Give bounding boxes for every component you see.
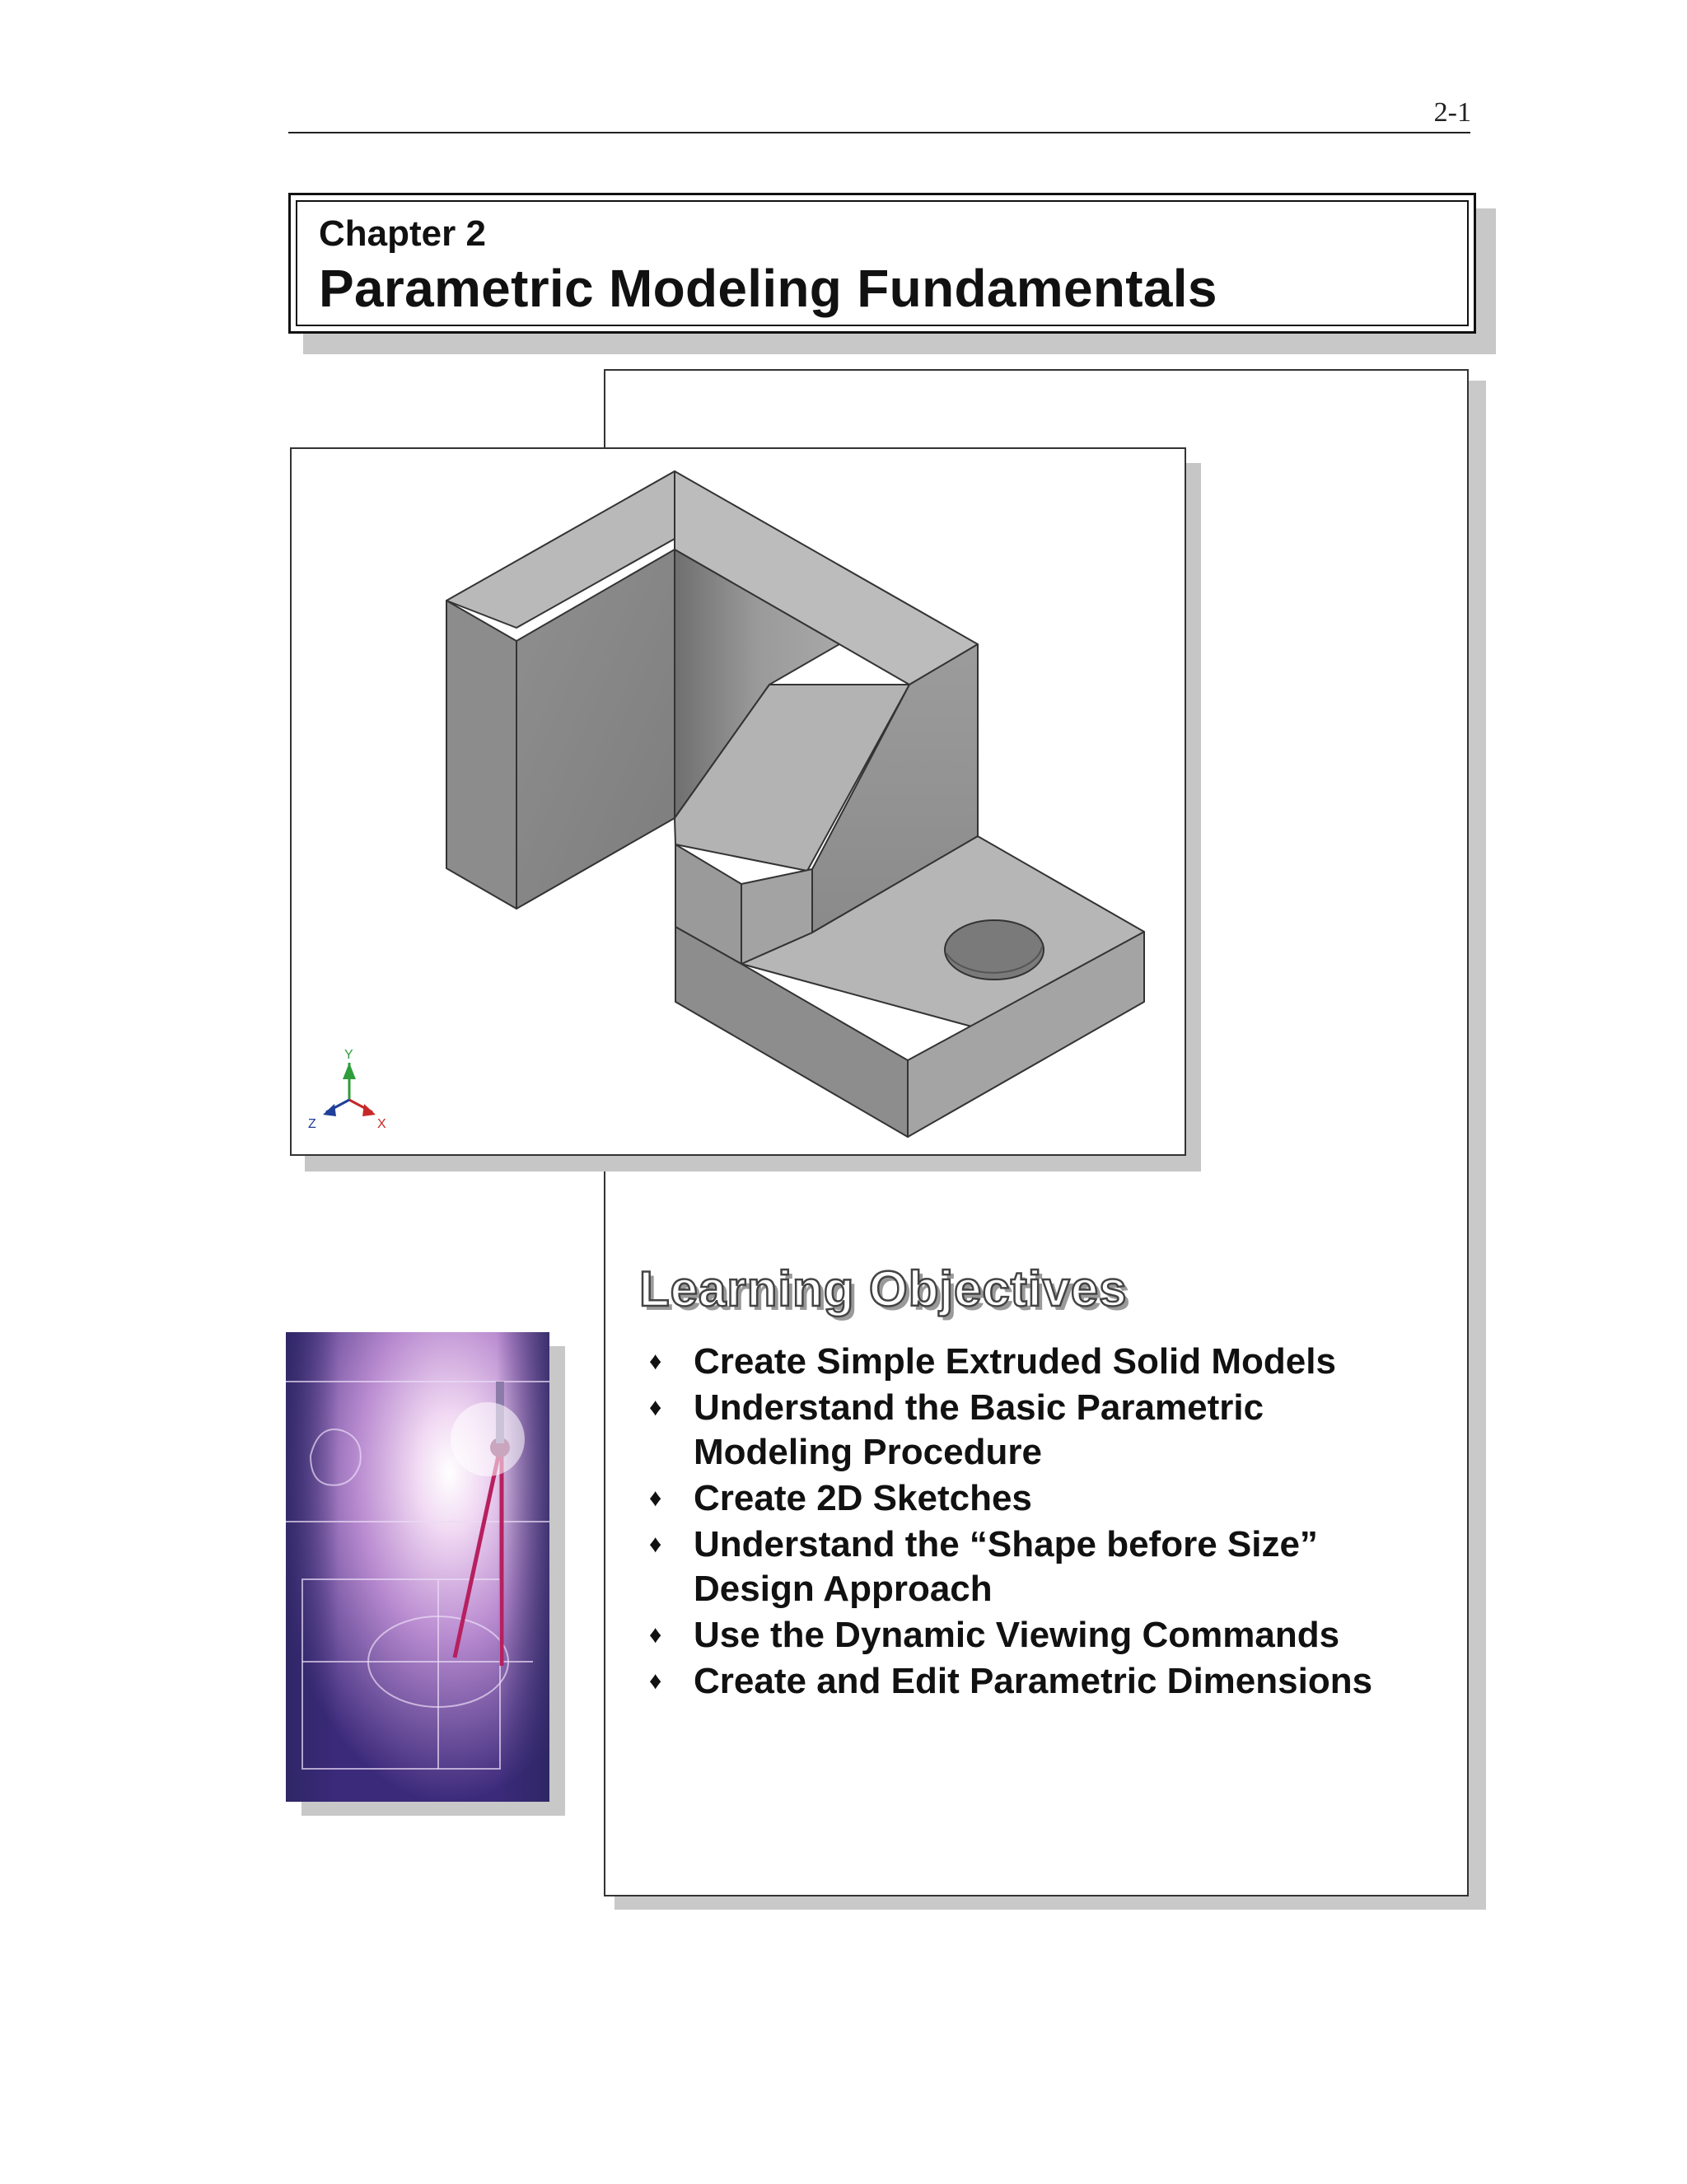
diamond-bullet-icon: ♦ <box>649 1348 662 1375</box>
hole <box>945 920 1044 980</box>
chapter-title: Parametric Modeling Fundamentals <box>319 259 1217 318</box>
objective-text: Create and Edit Parametric Dimensions <box>694 1661 1373 1701</box>
axis-label-y: Y <box>344 1048 353 1062</box>
objective-item <box>643 1613 1501 1658</box>
axis-label-z: Z <box>308 1117 316 1131</box>
diamond-bullet-icon: ♦ <box>649 1531 662 1558</box>
diamond-bullet-icon: ♦ <box>649 1667 662 1695</box>
objective-item <box>643 1386 1501 1475</box>
objectives-list <box>643 1340 1501 1705</box>
drafting-photo <box>286 1332 549 1802</box>
chapter-label: Chapter 2 <box>319 213 486 254</box>
objective-item <box>643 1340 1501 1384</box>
objective-text: Create 2D Sketches <box>694 1478 1032 1518</box>
axis-triad <box>308 1048 386 1131</box>
solid-model-illustration <box>292 449 1185 1154</box>
page-number: 2-1 <box>1433 97 1471 128</box>
objective-text: Understand the “Shape before Size” Design Approach <box>694 1524 1318 1609</box>
axis-label-x: X <box>377 1117 386 1131</box>
diamond-bullet-icon: ♦ <box>649 1394 662 1421</box>
objective-item <box>643 1659 1501 1704</box>
model-face <box>446 601 516 909</box>
objective-item <box>643 1522 1501 1611</box>
model-frame <box>290 447 1186 1156</box>
chapter-title-box <box>288 193 1476 334</box>
objective-item <box>643 1476 1501 1521</box>
diamond-bullet-icon: ♦ <box>649 1485 662 1512</box>
drafting-compass-icon <box>286 1332 549 1802</box>
objective-text: Create Simple Extruded Solid Models <box>694 1341 1336 1382</box>
objective-text: Understand the Basic Parametric Modeling Procedure <box>694 1387 1264 1472</box>
diamond-bullet-icon: ♦ <box>649 1621 662 1649</box>
objectives-heading: Learning Objectives <box>639 1261 1128 1316</box>
header-rule <box>288 132 1470 133</box>
objective-text: Use the Dynamic Viewing Commands <box>694 1615 1340 1655</box>
